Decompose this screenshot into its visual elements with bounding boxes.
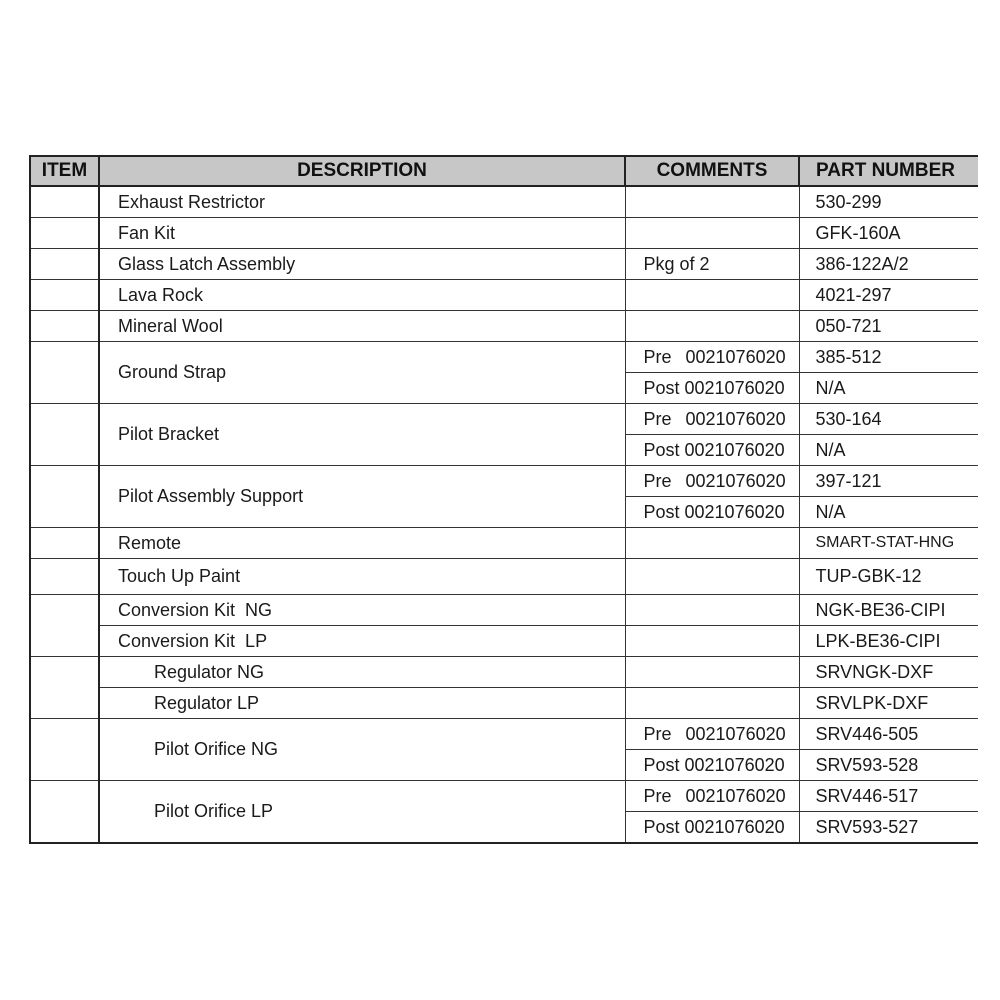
pre-serial: 0021076020	[685, 785, 786, 806]
table-row	[30, 595, 978, 626]
description-cell: Glass Latch Assembly	[99, 249, 625, 280]
item-cell	[30, 719, 99, 781]
table-row	[30, 559, 978, 595]
pre-serial: 0021076020	[685, 346, 786, 367]
table-row	[30, 466, 978, 497]
comment-cell	[625, 559, 799, 595]
pre-serial: 0021076020	[685, 470, 786, 491]
description-cell: Conversion Kit LP	[99, 626, 625, 657]
part-number-cell: 386-122A/2	[799, 249, 978, 280]
item-cell	[30, 781, 99, 844]
comment-cell	[625, 280, 799, 311]
table-row	[30, 528, 978, 559]
item-cell	[30, 311, 99, 342]
part-number-cell: 397-121	[799, 466, 978, 497]
item-cell	[30, 280, 99, 311]
comment-cell-post: Post 0021076020	[625, 812, 799, 844]
description-cell: Pilot Bracket	[99, 404, 625, 466]
part-number-cell: N/A	[799, 497, 978, 528]
item-cell	[30, 657, 99, 719]
comment-cell	[625, 595, 799, 626]
description-cell: Pilot Assembly Support	[99, 466, 625, 528]
part-number-cell: SRV446-505	[799, 719, 978, 750]
description-cell: Mineral Wool	[99, 311, 625, 342]
table-row	[30, 657, 978, 688]
description-cell: Exhaust Restrictor	[99, 186, 625, 218]
comment-cell	[625, 657, 799, 688]
description-cell: Pilot Orifice NG	[99, 719, 625, 781]
part-number-cell: TUP-GBK-12	[799, 559, 978, 595]
part-number-cell: SRVLPK-DXF	[799, 688, 978, 719]
comment-cell-pre	[625, 404, 799, 435]
table-header-row	[30, 156, 978, 186]
part-number-cell: SMART-STAT-HNG	[799, 528, 978, 559]
description-cell: Conversion Kit NG	[99, 595, 625, 626]
part-number-cell: SRV593-528	[799, 750, 978, 781]
parts-table	[29, 155, 978, 844]
description-cell: Pilot Orifice LP	[99, 781, 625, 844]
description-cell: Regulator LP	[99, 688, 625, 719]
table-row	[30, 404, 978, 435]
comment-cell	[625, 218, 799, 249]
comment-cell	[625, 626, 799, 657]
part-number-cell: 4021-297	[799, 280, 978, 311]
pre-label: Pre	[643, 723, 672, 744]
item-cell	[30, 559, 99, 595]
part-number-cell: SRV593-527	[799, 812, 978, 844]
part-number-cell: 050-721	[799, 311, 978, 342]
comment-cell-post: Post 0021076020	[625, 750, 799, 781]
description-cell: Ground Strap	[99, 342, 625, 404]
comment-cell-pre	[625, 781, 799, 812]
item-cell	[30, 342, 99, 404]
part-number-cell: NGK-BE36-CIPI	[799, 595, 978, 626]
comment-cell: Pkg of 2	[625, 249, 799, 280]
description-cell: Fan Kit	[99, 218, 625, 249]
comment-cell	[625, 688, 799, 719]
part-number-cell: N/A	[799, 435, 978, 466]
comment-cell	[625, 311, 799, 342]
table-row	[30, 249, 978, 280]
description-cell: Lava Rock	[99, 280, 625, 311]
part-number-cell: LPK-BE36-CIPI	[799, 626, 978, 657]
pre-serial: 0021076020	[685, 723, 786, 744]
part-number-cell: SRVNGK-DXF	[799, 657, 978, 688]
header-item: ITEM	[30, 156, 99, 186]
pre-label: Pre	[643, 785, 672, 806]
table-row	[30, 719, 978, 750]
pre-serial: 0021076020	[685, 408, 786, 429]
part-number-cell: SRV446-517	[799, 781, 978, 812]
item-cell	[30, 218, 99, 249]
header-description: DESCRIPTION	[99, 156, 625, 186]
description-cell: Touch Up Paint	[99, 559, 625, 595]
header-part-number: PART NUMBER	[799, 156, 978, 186]
comment-cell	[625, 186, 799, 218]
comment-cell-pre	[625, 719, 799, 750]
table-row	[30, 280, 978, 311]
comment-cell-pre	[625, 342, 799, 373]
table-row	[30, 781, 978, 812]
pre-label: Pre	[643, 346, 672, 367]
header-comments: COMMENTS	[625, 156, 799, 186]
description-cell: Remote	[99, 528, 625, 559]
table-row	[30, 626, 978, 657]
part-number-cell: 385-512	[799, 342, 978, 373]
comment-cell-post: Post 0021076020	[625, 435, 799, 466]
item-cell	[30, 186, 99, 218]
table-row	[30, 342, 978, 373]
part-number-cell: GFK-160A	[799, 218, 978, 249]
item-cell	[30, 528, 99, 559]
item-cell	[30, 466, 99, 528]
part-number-cell: 530-299	[799, 186, 978, 218]
comment-cell	[625, 528, 799, 559]
part-number-cell: 530-164	[799, 404, 978, 435]
description-cell: Regulator NG	[99, 657, 625, 688]
item-cell	[30, 249, 99, 280]
item-cell	[30, 595, 99, 657]
table-row	[30, 688, 978, 719]
pre-label: Pre	[643, 470, 672, 491]
table-row	[30, 311, 978, 342]
comment-cell-pre	[625, 466, 799, 497]
table-row	[30, 186, 978, 218]
comment-cell-post: Post 0021076020	[625, 373, 799, 404]
item-cell	[30, 404, 99, 466]
table-row	[30, 218, 978, 249]
pre-label: Pre	[643, 408, 672, 429]
comment-cell-post: Post 0021076020	[625, 497, 799, 528]
part-number-cell: N/A	[799, 373, 978, 404]
